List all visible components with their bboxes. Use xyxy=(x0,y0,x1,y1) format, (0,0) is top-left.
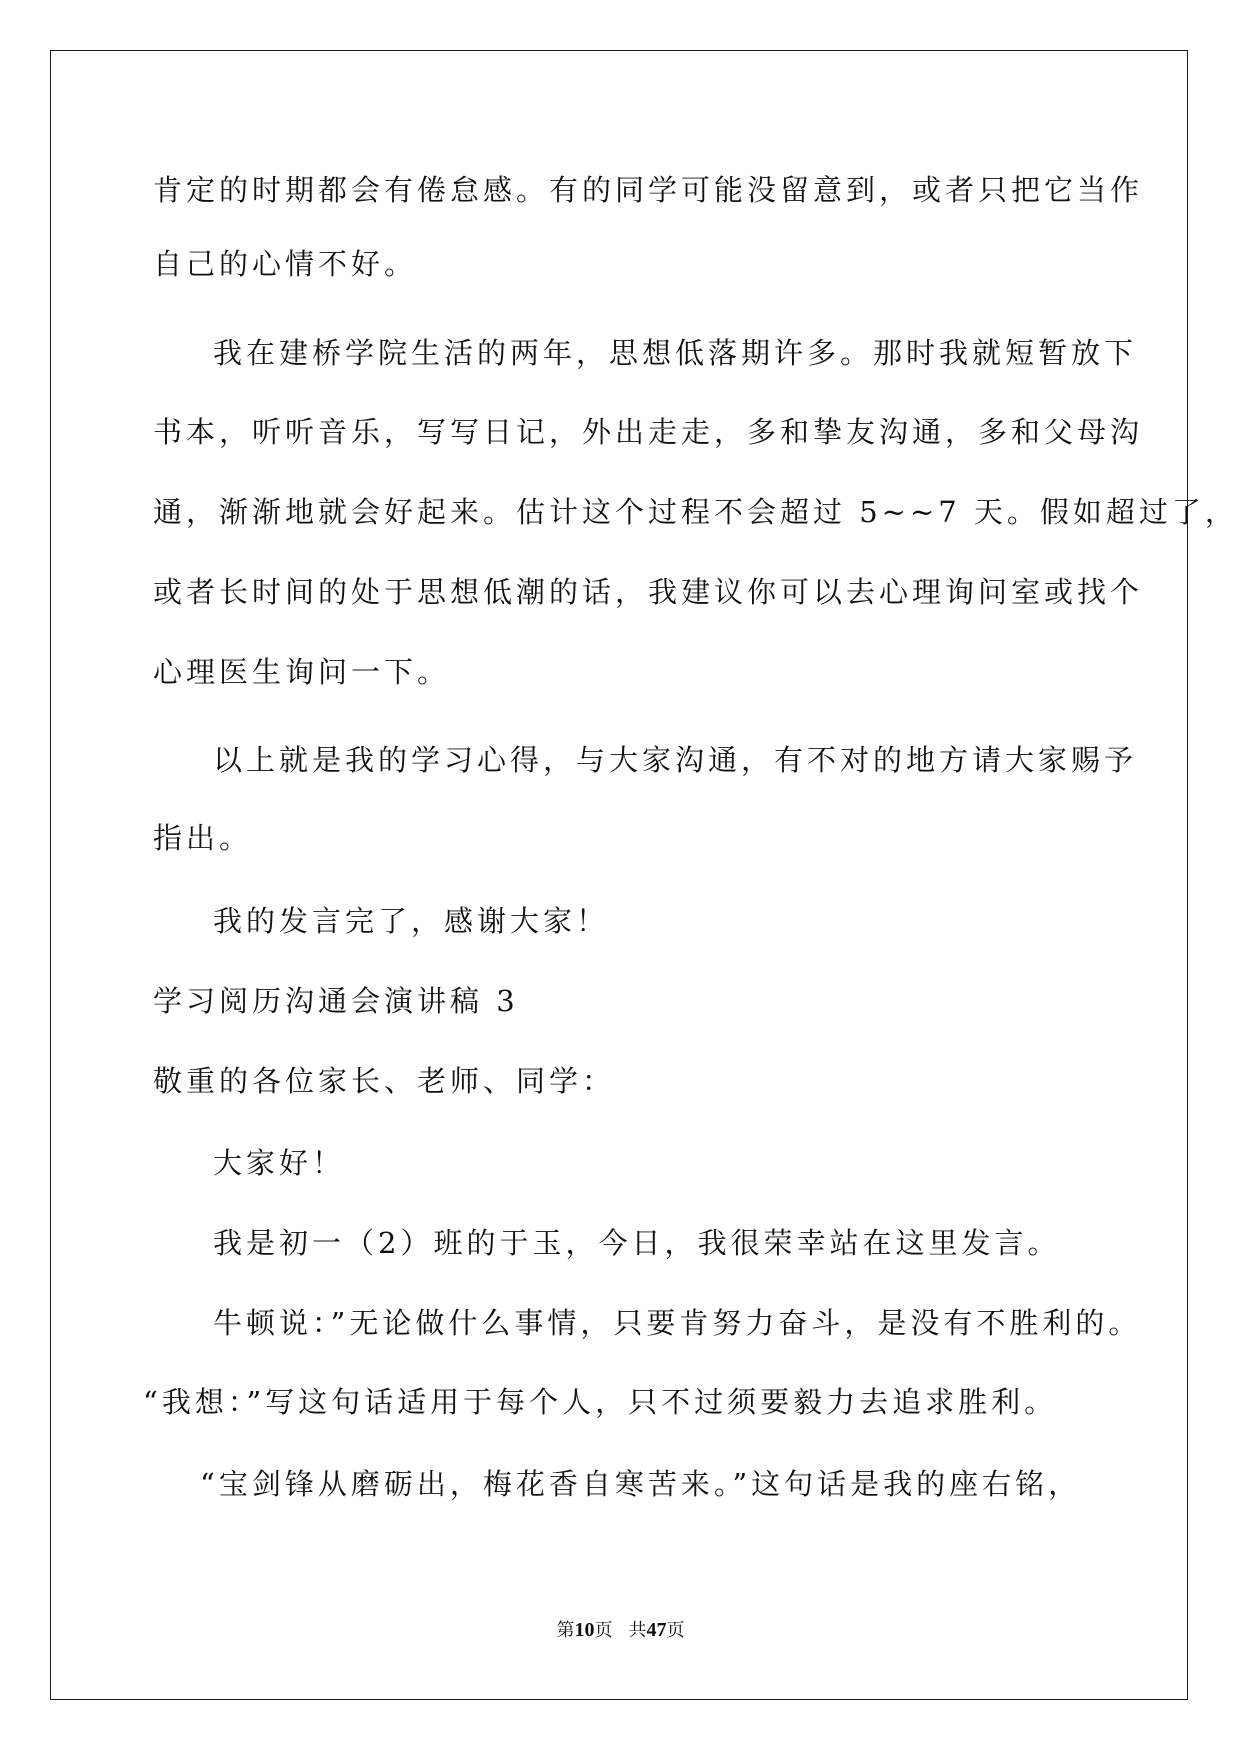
total-prefix: 共 xyxy=(628,1620,647,1641)
text-line-5: 通，渐渐地就会好起来。估计这个过程不会超过 5~~7 天。假如超过了， xyxy=(153,495,1238,529)
text-line-1: 肯定的时期都会有倦怠感。有的同学可能没留意到，或者只把它当作 xyxy=(153,173,1144,207)
total-suffix: 页 xyxy=(666,1620,685,1641)
page-border xyxy=(50,50,1188,1700)
salutation: 敬重的各位家长、老师、同学： xyxy=(153,1064,616,1098)
text-line-2: 自己的心情不好。 xyxy=(153,247,418,281)
page-suffix: 页 xyxy=(594,1620,613,1641)
text-line-7: 心理医生询问一下。 xyxy=(153,655,451,689)
section-heading: 学习阅历沟通会演讲稿 3 xyxy=(153,984,519,1018)
total-pages: 47 xyxy=(646,1619,667,1641)
greeting: 大家好！ xyxy=(213,1146,346,1180)
page-prefix: 第 xyxy=(556,1620,575,1641)
page-number: 10 xyxy=(574,1619,595,1641)
text-line-15: 牛顿说：”无论做什么事情，只要肯努力奋斗，是没有不胜利的。 xyxy=(213,1306,1142,1340)
text-line-3: 我在建桥学院生活的两年，思想低落期许多。那时我就短暂放下 xyxy=(213,336,1138,370)
text-line-4: 书本，听听音乐，写写日记，外出走走，多和挚友沟通，多和父母沟 xyxy=(153,415,1144,449)
text-line-8: 以上就是我的学习心得，与大家沟通，有不对的地方请大家赐予 xyxy=(213,743,1138,777)
page-footer xyxy=(0,1618,1241,1643)
text-line-17: “宝剑锋从磨砺出，梅花香自寒苦来。”这句话是我的座右铭， xyxy=(200,1467,1082,1501)
text-line-10: 我的发言完了，感谢大家！ xyxy=(213,904,610,938)
text-line-16: “我想：”写这句话适用于每个人，只不过须要毅力去追求胜利。 xyxy=(143,1385,1058,1419)
text-line-14: 我是初一（2）班的于玉，今日，我很荣幸站在这里发言。 xyxy=(213,1226,1061,1260)
text-line-9: 指出。 xyxy=(153,821,253,855)
text-line-6: 或者长时间的处于思想低潮的话，我建议你可以去心理询问室或找个 xyxy=(153,575,1144,609)
